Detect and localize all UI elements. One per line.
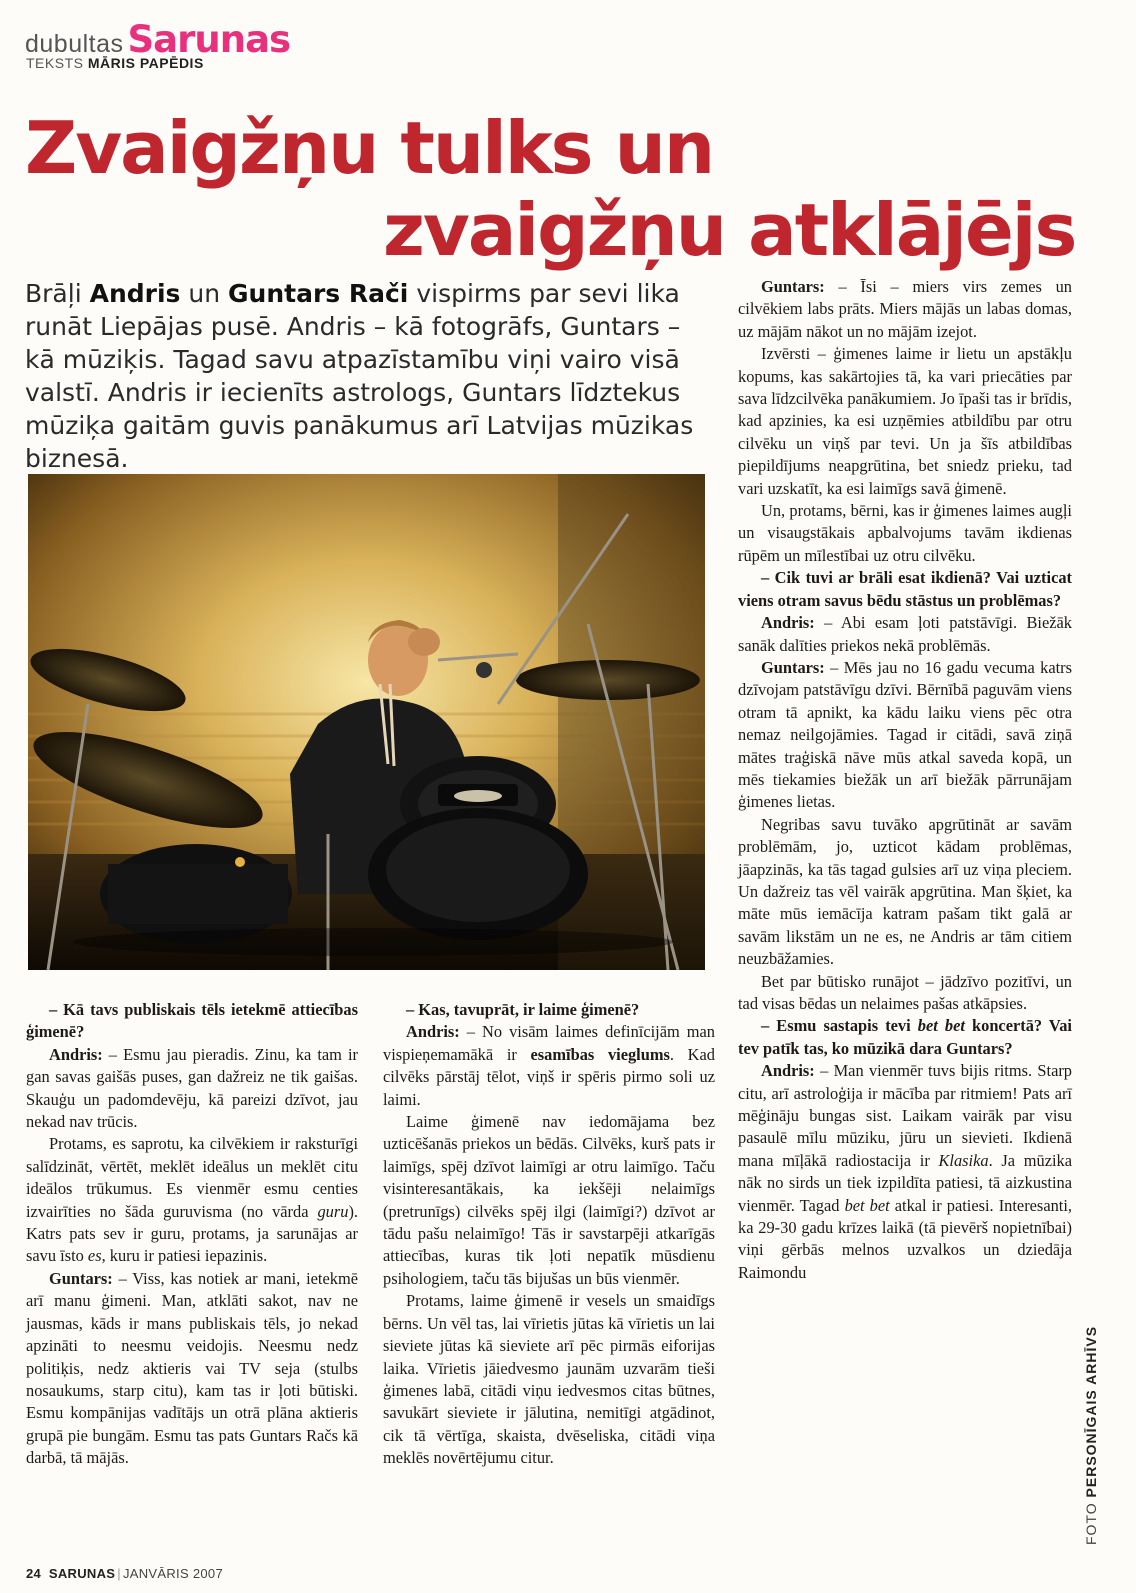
- interview-answer: [738, 612, 1072, 657]
- speaker-name: Guntars:: [49, 1268, 113, 1288]
- emphasis: esamības vieglums: [530, 1044, 670, 1064]
- italic-term: Klasika: [938, 1150, 989, 1170]
- answer-text: – Īsi – miers virs zemes un cilvēkiem labs prāts. Miers mājās un labas domas, uz mājām nākot un no mājām izejot.: [738, 277, 1072, 341]
- paragraph-text: ). Katrs pats sev ir guru, protams, ja sarunājas ar savu īsto: [26, 1201, 358, 1266]
- paragraph-text: Protams, es saprotu, ka cilvēkiem ir raksturīgi salīdzināt, vērtēt, meklēt ideālus un meklēt citu ideālos trūkumus. Es vienmēr esmu centies izvairīties no šāda guruvisma (no vārda: [26, 1134, 358, 1221]
- section-kicker: dubultas: [25, 30, 124, 58]
- article-column-1: [26, 999, 358, 1470]
- article-column-3: [738, 276, 1072, 1284]
- answer-text: – Abi esam ļoti patstāvīgi. Biežāk sanāk dalīties priekos nekā problēmās.: [738, 613, 1072, 655]
- paragraph: Laime ģimenē nav iedomājama bez uzticēšanās priekos un bēdās. Cilvēks, kurš pats ir laimīgs, spēj dzīvot laimīgi ar otru laimīgo. Taču visinteresantākais, ka iekšēji nelaimīgs (pretrunīgs) cilvēks spēj ilgi (laimīgi?) dzīvot ar tādu pašu nelaimīgo! Tās ir savstarpēji atkarīgās attiecības, kuras tik ļoti nepatīk mūsdienu psihologiem, taču tās bijušas un būs vienmēr.: [383, 1112, 715, 1288]
- answer-text: – Viss, kas notiek ar mani, ietekmē arī manu ģimeni. Man, atklāti sakot, nav ne jausmas, kāds ir mans publiskais tēls, jo nekad apzināti to neesmu veidojis. Neesmu nedz politiķis, nedz aktieris vai TV seja (stulbs nosaukums, starp citu), kam tas ir ļoti būtiski. Esmu kompānijas vadītājs un otrā plāna aktieris grupā pie bungām. Esmu tas pats Guntars Račs kā darbā, tā mājās.: [26, 1268, 358, 1468]
- interview-answer: [738, 1060, 1072, 1284]
- headline-line-2: zvaigžņu atklājējs: [383, 188, 1076, 272]
- article-column-2: [383, 999, 715, 1470]
- answer-text: – Mēs jau no 16 gadu vecuma katrs dzīvojam patstāvīgu dzīvi. Bērnībā paguvām viens otram tā apnikt, ka kādu laiku viens pēc otra nemaz neilgojāmies. Tagad ir citādi, savā ziņā mātes traģiskā nāve mūs atkal saveda kopā, un mēs tiekamies biežāk un arī biežāk pārrunājam ģimenes lietas.: [738, 657, 1072, 812]
- question-text: – Esmu sastapis tevi: [761, 1016, 918, 1036]
- interview-answer: [383, 1021, 715, 1111]
- paragraph: Protams, laime ģimenē ir vesels un smaidīgs bērns. Un vēl tas, lai vīrietis jūtas kā vīrietis un lai sieviete jūtas kā sieviete arī pēc pirmās eiforijas laika. Vīrietis jāiedvesmo jaunām uzvarām tieši ģimenes labā, citādi viņu iedvesmos citas būtnes, savukārt sieviete ir jālutina, nemitīgi atgādinot, cik tā vērtīga, skaista, dvēseliska, citādi viņa meklēs novērtējumu citur.: [383, 1291, 715, 1468]
- credit-label: FOTO: [1083, 1502, 1099, 1545]
- interview-answer: [738, 657, 1072, 814]
- byline-label: TEKSTS: [26, 55, 84, 71]
- credit-source: PERSONĪGAIS ARHĪVS: [1083, 1325, 1099, 1498]
- paragraph: Izvērsti – ģimenes laime ir lietu un apstākļu kopums, kas sakārtojies tā, ka vari priecāties par sava līdzcilvēka panākumiem. Jo īpaši tas ir brīdis, kad apzinies, ka esi uzņēmies atbildību par otru cilvēku un viņš par tevi. Un ja šīs atbildības piepildījums neapgrūtina, bet sniedz prieku, tad vari uzskatīt, ka esi laimīgs savā ģimenē.: [738, 344, 1072, 498]
- italic-term: bet bet: [917, 1016, 965, 1036]
- interview-question: – Kā tavs publiskais tēls ietekmē attiecības ģimenē?: [26, 1000, 358, 1042]
- headline-line-1: Zvaigžņu tulks un: [25, 106, 714, 190]
- magazine-name: SARUNAS: [48, 1566, 116, 1581]
- speaker-name: Guntars:: [761, 277, 825, 296]
- question-text: koncertā? Vai tev patīk tas, ko mūzikā dara Guntars?: [738, 1016, 1072, 1058]
- lead-name: Andris: [89, 279, 181, 308]
- interview-answer: [738, 276, 1072, 343]
- speaker-name: Guntars:: [761, 657, 825, 677]
- speaker-name: Andris:: [49, 1044, 103, 1064]
- byline-author: MĀRIS PAPĒDIS: [87, 55, 204, 71]
- interview-answer: [26, 1044, 358, 1134]
- lead-text: un: [180, 279, 229, 308]
- byline: [26, 55, 204, 71]
- paragraph-text: , kuru ir patiesi iepazinis.: [101, 1246, 268, 1266]
- interview-question: – Cik tuvi ar brāli esat ikdienā? Vai uzticat viens otram savus bēdu stāstus un problēmas?: [738, 568, 1072, 610]
- answer-text: – Esmu jau pieradis. Zinu, ka tam ir gan savas gaišās puses, gan dažreiz ne tik gaišas. Skauģu un padomdevēju, kā pareizi dzīvot, jau nekad nav trūcis.: [26, 1044, 358, 1132]
- page-footer: [26, 1566, 223, 1581]
- paragraph: Negribas savu tuvāko apgrūtināt ar savām problēmām, jo, uzticot kādam problēmas, jāapzinās, ka tās tagad gulsies arī uz viņa pleciem. Un dažreiz tas vēl vairāk apgrūtina. Man šķiet, ka māte mūs iemācīja katram pašam tikt galā ar savām likstām un ne es, ne Andris ar tām citiem neuzbāžamies.: [738, 814, 1072, 969]
- lead-text: Brāļi: [25, 279, 90, 308]
- italic-term: es: [87, 1246, 102, 1266]
- paragraph: Un, protams, bērni, kas ir ģimenes laimes augļi un visaugstākais apbalvojums tavām ikdienas rūpēm un mīlestībai uz otru cilvēku.: [738, 501, 1072, 565]
- interview-question: [738, 1015, 1072, 1060]
- answer-text: . Kad cilvēks pārstāj tēlot, viņš ir spēris pirmo soli uz laimi.: [383, 1044, 715, 1109]
- speaker-name: Andris:: [761, 613, 815, 633]
- issue-date: JANVĀRIS 2007: [122, 1566, 223, 1581]
- italic-term: guru: [317, 1201, 349, 1221]
- paragraph: [26, 1133, 358, 1267]
- answer-text: – No visām laimes definīcijām man vispieņemamākā ir: [383, 1022, 715, 1064]
- answer-text: – Man vienmēr tuvs bijis ritms. Starp citu, arī astroloģija ir mācība par ritmiem! Pats arī mēģināju bungas sist. Laikam vairāk par visu pasaulē mīlu mūziku, jūru un sievieti. Ikdienā mana mīļākā radiostacija ir: [738, 1061, 1072, 1170]
- speaker-name: Andris:: [406, 1022, 460, 1042]
- speaker-name: Andris:: [761, 1061, 815, 1081]
- page-number: 24: [26, 1566, 42, 1581]
- italic-term: bet bet: [844, 1195, 890, 1215]
- drummer-photo: [28, 474, 705, 970]
- answer-text: . Ja mūzika nāk no sirds un tiek izpildīta patiesi, tā aizkustina vienmēr. Tagad: [738, 1150, 1072, 1215]
- interview-question: – Kas, tavuprāt, ir laime ģimenē?: [406, 1000, 640, 1019]
- footer-separator: |: [117, 1566, 121, 1581]
- section-brand: Sarunas: [127, 18, 291, 61]
- paragraph: Bet par būtisko runājot – jādzīvo pozitīvi, un tad visas bēdas un nelaimes pašas atkāpsies.: [738, 971, 1072, 1013]
- photo-credit: [1083, 1326, 1099, 1545]
- interview-answer: [26, 1268, 358, 1470]
- lead-name: Guntars Rači: [228, 279, 409, 308]
- answer-text: atkal ir patiesi. Interesanti, ka 29-30 gadu krīzes laikā (tā pievērš nopietnībai) viņi gērbās melnos uzvalkos un dziedāja Raimondu: [738, 1195, 1072, 1282]
- lead-paragraph: [25, 277, 715, 475]
- lead-text: vispirms par sevi lika runāt Liepājas pusē. Andris – kā fotogrāfs, Guntars – kā mūziķis. Tagad savu atpazīstamību viņi vairo visā valstī. Andris ir iecienīts astrologs, Guntars līdztekus mūziķa gaitām guvis panākumus arī Latvijas mūzikas biznesā.: [25, 279, 694, 473]
